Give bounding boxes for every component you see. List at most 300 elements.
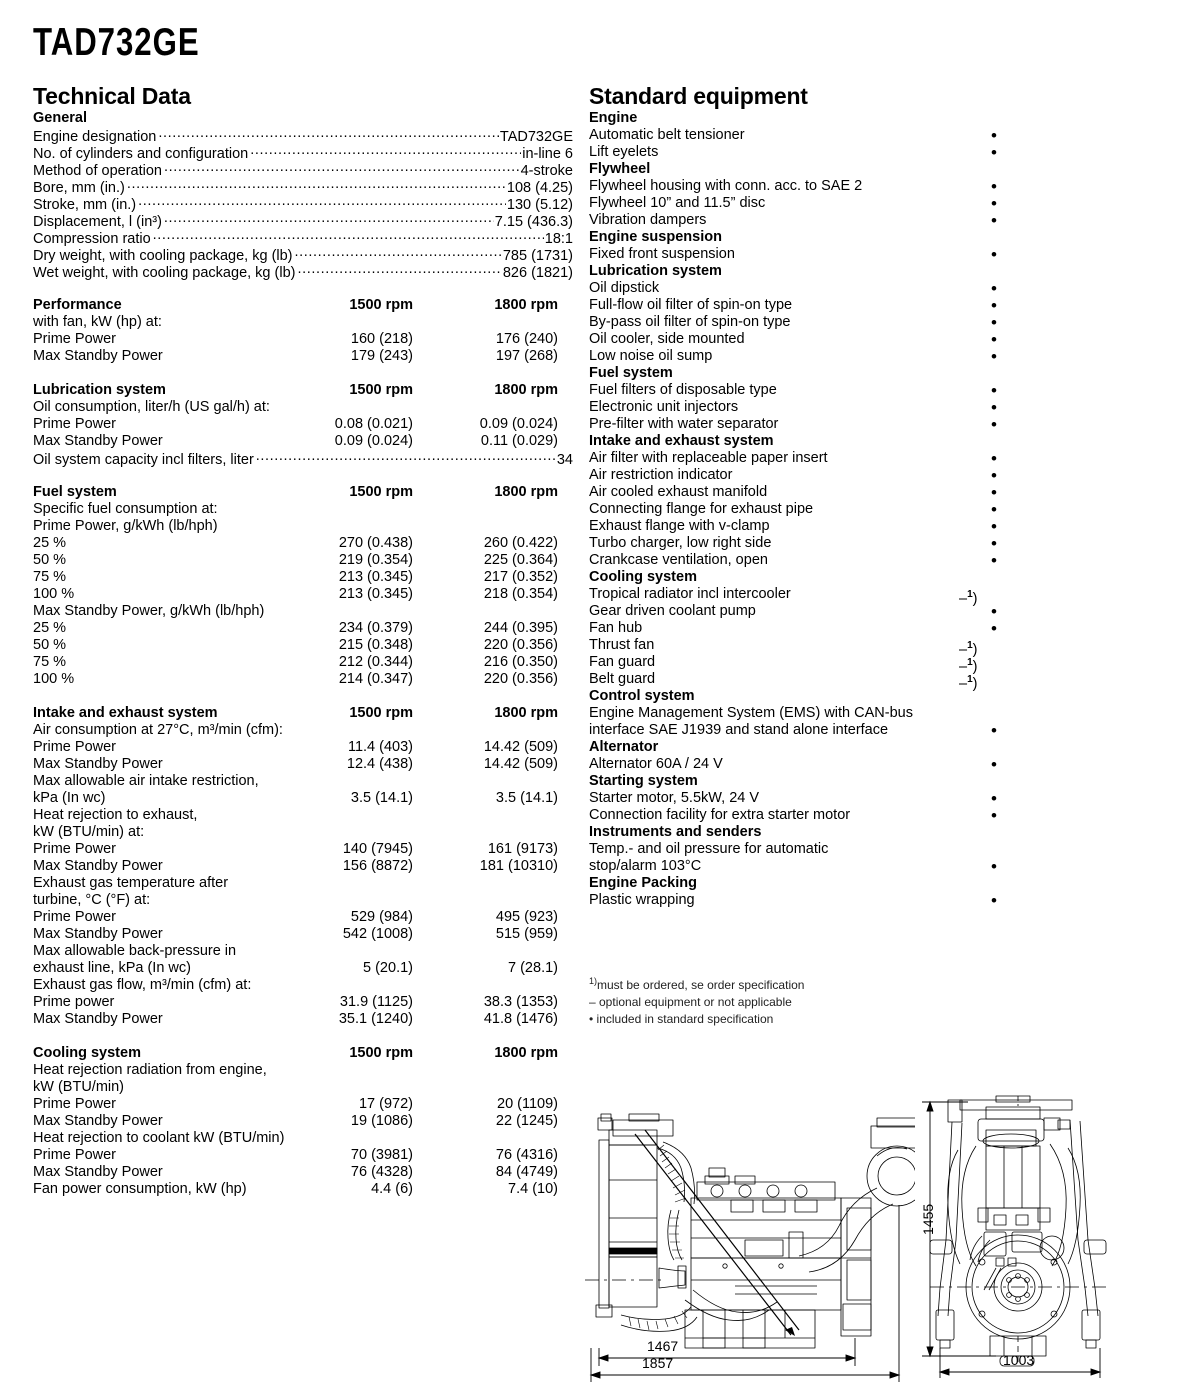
row-value-1800: 14.42 (509) <box>483 756 558 772</box>
section-lubrication <box>33 382 573 467</box>
row-value-1800: 0.11 (0.029) <box>480 433 558 449</box>
equipment-group-label: Lubrication system <box>589 263 722 279</box>
equipment-item <box>589 841 1019 858</box>
row-value-1800: 20 (1109) <box>497 1096 558 1112</box>
equipment-group-heading <box>589 688 1019 705</box>
equipment-group-heading <box>589 875 1019 892</box>
row-label: Max Standby Power <box>33 1164 163 1180</box>
included-bullet-icon: • <box>991 330 997 349</box>
table-row <box>33 535 573 552</box>
leader-dots <box>164 161 520 175</box>
equipment-group-label: Instruments and senders <box>589 824 762 840</box>
equipment-group-label: Engine suspension <box>589 229 722 245</box>
spec-value: 4-stroke <box>520 163 573 179</box>
row-label: turbine, °C (°F) at: <box>33 892 151 908</box>
equipment-item-label: Oil dipstick <box>589 280 660 296</box>
row-label: Prime power <box>33 994 115 1010</box>
row-value-1500: 160 (218) <box>350 331 413 347</box>
row-value-1500: 529 (984) <box>350 909 413 925</box>
standard-equipment-column <box>589 84 1019 909</box>
dimension-1857: 1857 <box>642 1355 674 1371</box>
spec-label: Stroke, mm (in.) <box>33 197 137 213</box>
included-bullet-icon: • <box>991 721 997 740</box>
section-title: Lubrication system <box>33 382 166 398</box>
table-row <box>33 1011 573 1028</box>
row-value-1500: 4.4 (6) <box>371 1181 413 1197</box>
equipment-group-heading <box>589 739 1019 756</box>
row-value-1800: 84 (4749) <box>495 1164 558 1180</box>
included-bullet-icon: • <box>991 211 997 230</box>
included-bullet-icon: • <box>991 857 997 876</box>
equipment-item <box>589 756 1019 773</box>
table-row <box>33 739 573 756</box>
equipment-item-label: Thrust fan <box>589 637 655 653</box>
equipment-item-label: stop/alarm 103°C <box>589 858 702 874</box>
spec-row <box>33 127 573 144</box>
must-be-ordered-marker: –$^1$) <box>959 657 978 675</box>
standard-equipment-heading: Standard equipment <box>589 83 808 109</box>
row-value-1800: 22 (1245) <box>495 1113 558 1129</box>
included-bullet-icon: • <box>991 398 997 417</box>
table-row <box>33 1164 573 1181</box>
equipment-item <box>589 382 1019 399</box>
row-value-1500: 76 (4328) <box>350 1164 413 1180</box>
included-bullet-icon: • <box>991 602 997 621</box>
row-value-1800: 197 (268) <box>495 348 558 364</box>
row-label: 100 % <box>33 671 75 687</box>
equipment-item <box>589 603 1019 620</box>
equipment-group-heading <box>589 433 1019 450</box>
table-row <box>33 875 573 892</box>
table-row <box>33 824 573 841</box>
included-bullet-icon: • <box>991 313 997 332</box>
spec-value: in-line 6 <box>522 146 573 162</box>
equipment-item-label: Crankcase ventilation, open <box>589 552 768 568</box>
row-value-1500: 11.4 (403) <box>347 739 413 755</box>
included-bullet-icon: • <box>991 449 997 468</box>
section-spacer <box>33 365 573 382</box>
included-bullet-icon: • <box>991 619 997 638</box>
row-value-1500: 0.09 (0.024) <box>334 433 413 449</box>
general-subheading: General <box>33 110 87 126</box>
row-label: Prime Power, g/kWh (lb/hph) <box>33 518 218 534</box>
row-label: with fan, kW (hp) at: <box>33 314 162 330</box>
must-be-ordered-marker: –$^1$) <box>959 640 978 658</box>
table-row <box>33 994 573 1011</box>
equipment-list <box>589 110 1019 909</box>
spec-label: Compression ratio <box>33 231 151 247</box>
equipment-item <box>589 246 1019 263</box>
spec-value: 130 (5.12) <box>506 197 573 213</box>
row-value-1800: 3.5 (14.1) <box>495 790 558 806</box>
row-value-1800: 495 (923) <box>495 909 558 925</box>
equipment-group-label: Control system <box>589 688 695 704</box>
section-spacer <box>33 280 573 297</box>
equipment-group-label: Flywheel <box>589 161 651 177</box>
equipment-item <box>589 467 1019 484</box>
section-title: Fuel system <box>33 484 117 500</box>
footnote-line: • included in standard specification <box>589 1012 774 1026</box>
equipment-item <box>589 518 1019 535</box>
equipment-item <box>589 144 1019 161</box>
row-label: Prime Power <box>33 909 116 925</box>
included-bullet-icon: • <box>991 279 997 298</box>
row-label: kW (BTU/min) <box>33 1079 125 1095</box>
row-value-1500: 35.1 (1240) <box>338 1011 413 1027</box>
equipment-item <box>589 501 1019 518</box>
row-value-1500: 140 (7945) <box>342 841 413 857</box>
table-row <box>33 790 573 807</box>
section-spacer <box>33 688 573 705</box>
equipment-item-label: Exhaust flange with v-clamp <box>589 518 770 534</box>
spec-value: 34 <box>556 452 573 468</box>
table-row <box>33 1096 573 1113</box>
equipment-item-label: Fan guard <box>589 654 656 670</box>
row-value-1800: 7.4 (10) <box>508 1181 558 1197</box>
equipment-item <box>589 705 1019 722</box>
equipment-group-heading <box>589 110 1019 127</box>
section-performance <box>33 297 573 365</box>
table-row <box>33 603 573 620</box>
spec-value: TAD732GE <box>499 129 573 145</box>
section-general <box>33 110 573 280</box>
table-row <box>33 1147 573 1164</box>
table-row <box>33 1113 573 1130</box>
included-bullet-icon: • <box>991 177 997 196</box>
table-header-row <box>33 705 573 722</box>
row-label: Prime Power <box>33 1096 116 1112</box>
row-label: Max Standby Power <box>33 1113 163 1129</box>
table-row <box>33 977 573 994</box>
spec-label: Displacement, l (in³) <box>33 214 162 230</box>
equipment-item <box>589 552 1019 569</box>
equipment-item <box>589 654 1019 675</box>
equipment-item-label: Full-flow oil filter of spin-on type <box>589 297 793 313</box>
column-header-1800: 1800 rpm <box>494 1045 558 1061</box>
equipment-item-label: Oil cooler, side mounted <box>589 331 745 347</box>
row-value-1500: 270 (0.438) <box>338 535 413 551</box>
included-bullet-icon: • <box>991 381 997 400</box>
equipment-item <box>589 807 1019 824</box>
section-title: Performance <box>33 297 122 313</box>
equipment-group-label: Intake and exhaust system <box>589 433 774 449</box>
table-row <box>33 1130 573 1147</box>
equipment-group-heading <box>589 229 1019 246</box>
spec-label: Wet weight, with cooling package, kg (lb) <box>33 265 296 281</box>
table-row <box>33 909 573 926</box>
equipment-item <box>589 535 1019 552</box>
equipment-item-label: Automatic belt tensioner <box>589 127 745 143</box>
included-bullet-icon: • <box>991 296 997 315</box>
section-cooling <box>33 1045 573 1198</box>
section-spacer <box>33 467 573 484</box>
page-title: TAD732GE <box>33 21 200 64</box>
table-row <box>33 756 573 773</box>
leader-dots <box>295 246 502 260</box>
leader-dots <box>297 263 501 277</box>
spec-row <box>33 178 573 195</box>
equipment-item <box>589 399 1019 416</box>
column-header-1800: 1800 rpm <box>494 705 558 721</box>
row-value-1800: 217 (0.352) <box>483 569 558 585</box>
leader-dots <box>153 229 544 243</box>
table-row <box>33 654 573 671</box>
row-label: Exhaust gas flow, m³/min (cfm) at: <box>33 977 252 993</box>
row-value-1800: 7 (28.1) <box>508 960 558 976</box>
row-value-1800: 220 (0.356) <box>483 637 558 653</box>
row-label: 50 % <box>33 552 67 568</box>
equipment-item <box>589 178 1019 195</box>
row-label: 75 % <box>33 569 67 585</box>
row-label: Max Standby Power <box>33 756 163 772</box>
equipment-item <box>589 790 1019 807</box>
section-title: Cooling system <box>33 1045 141 1061</box>
row-label: 100 % <box>33 586 75 602</box>
equipment-group-label: Engine Packing <box>589 875 697 891</box>
leader-dots <box>158 127 499 141</box>
row-value-1500: 31.9 (1125) <box>339 994 413 1010</box>
row-value-1500: 234 (0.379) <box>338 620 413 636</box>
column-header-1800: 1800 rpm <box>494 382 558 398</box>
spec-row <box>33 450 573 467</box>
table-row <box>33 858 573 875</box>
column-header-1500: 1500 rpm <box>349 382 413 398</box>
included-bullet-icon: • <box>991 517 997 536</box>
equipment-group-label: Fuel system <box>589 365 673 381</box>
equipment-group-label: Cooling system <box>589 569 697 585</box>
table-row <box>33 620 573 637</box>
column-header-1500: 1500 rpm <box>349 1045 413 1061</box>
row-value-1800: 260 (0.422) <box>483 535 558 551</box>
included-bullet-icon: • <box>991 483 997 502</box>
row-value-1800: 0.09 (0.024) <box>479 416 558 432</box>
row-label: Heat rejection to exhaust, <box>33 807 198 823</box>
equipment-item-label: Air filter with replaceable paper insert <box>589 450 828 466</box>
equipment-item-label: Flywheel housing with conn. acc. to SAE 2 <box>589 178 863 194</box>
footnote-line <box>589 973 989 994</box>
technical-data-column <box>33 84 573 1198</box>
table-row <box>33 1079 573 1096</box>
section-intake-exhaust <box>33 705 573 1028</box>
table-row <box>33 1062 573 1079</box>
equipment-item-label: Flywheel 10” and 11.5” disc <box>589 195 766 211</box>
leader-dots <box>164 212 494 226</box>
spec-value: 785 (1731) <box>502 248 573 264</box>
table-row <box>33 1181 573 1198</box>
row-label: 75 % <box>33 654 67 670</box>
equipment-item <box>589 348 1019 365</box>
row-value-1800: 41.8 (1476) <box>483 1011 558 1027</box>
row-value-1500: 5 (20.1) <box>363 960 413 976</box>
included-bullet-icon: • <box>991 415 997 434</box>
row-value-1500: 214 (0.347) <box>338 671 413 687</box>
row-label: Max Standby Power <box>33 858 163 874</box>
row-value-1800: 14.42 (509) <box>483 739 558 755</box>
table-row <box>33 331 573 348</box>
row-value-1800: 38.3 (1353) <box>483 994 558 1010</box>
row-value-1500: 542 (1008) <box>342 926 413 942</box>
table-row <box>33 807 573 824</box>
spec-label: Bore, mm (in.) <box>33 180 125 196</box>
included-bullet-icon: • <box>991 551 997 570</box>
row-value-1800: 216 (0.350) <box>483 654 558 670</box>
equipment-item-label: Air cooled exhaust manifold <box>589 484 768 500</box>
equipment-group-heading <box>589 365 1019 382</box>
equipment-item-label: Lift eyelets <box>589 144 659 160</box>
row-value-1500: 156 (8872) <box>342 858 413 874</box>
equipment-item-label: Alternator 60A / 24 V <box>589 756 723 772</box>
spec-label: No. of cylinders and configuration <box>33 146 249 162</box>
row-value-1800: 181 (10310) <box>479 858 558 874</box>
row-label: Max Standby Power, g/kWh (lb/hph) <box>33 603 265 619</box>
table-row <box>33 433 573 450</box>
equipment-item <box>589 892 1019 909</box>
equipment-item-label: Air restriction indicator <box>589 467 733 483</box>
row-label: Max Standby Power <box>33 348 163 364</box>
equipment-item <box>589 450 1019 467</box>
equipment-item <box>589 297 1019 314</box>
equipment-item-label: Pre-filter with water separator <box>589 416 779 432</box>
table-row <box>33 841 573 858</box>
row-value-1800: 218 (0.354) <box>483 586 558 602</box>
equipment-item-label: Plastic wrapping <box>589 892 695 908</box>
equipment-item-label: Belt guard <box>589 671 656 687</box>
equipment-item-label: Temp.- and oil pressure for automatic <box>589 841 829 857</box>
table-row <box>33 586 573 603</box>
dimension-lines <box>591 1205 899 1382</box>
engine-side-view-drawing <box>585 1090 915 1390</box>
spec-row <box>33 161 573 178</box>
table-row <box>33 960 573 977</box>
equipment-item <box>589 858 1019 875</box>
equipment-group-heading <box>589 569 1019 586</box>
equipment-item <box>589 620 1019 637</box>
row-value-1800: 220 (0.356) <box>483 671 558 687</box>
row-value-1500: 19 (1086) <box>350 1113 413 1129</box>
included-bullet-icon: • <box>991 126 997 145</box>
leader-dots <box>256 450 556 464</box>
included-bullet-icon: • <box>991 755 997 774</box>
table-row <box>33 569 573 586</box>
section-spacer <box>33 1028 573 1045</box>
row-value-1800: 76 (4316) <box>495 1147 558 1163</box>
row-value-1800: 515 (959) <box>495 926 558 942</box>
spec-value: 18:1 <box>544 231 573 247</box>
row-label: exhaust line, kPa (In wc) <box>33 960 191 976</box>
row-label: Max Standby Power <box>33 1011 163 1027</box>
equipment-item-label: Turbo charger, low right side <box>589 535 772 551</box>
row-label: Prime Power <box>33 841 116 857</box>
leader-dots <box>127 178 506 192</box>
row-value-1800: 244 (0.395) <box>483 620 558 636</box>
table-row <box>33 399 573 416</box>
table-row <box>33 637 573 654</box>
row-label: Heat rejection radiation from engine, <box>33 1062 267 1078</box>
table-row <box>33 416 573 433</box>
equipment-group-heading <box>589 263 1019 280</box>
equipment-item-label: Fixed front suspension <box>589 246 735 262</box>
spec-row <box>33 195 573 212</box>
row-label: Prime Power <box>33 416 116 432</box>
equipment-item <box>589 637 1019 658</box>
row-label: kPa (In wc) <box>33 790 106 806</box>
row-value-1800: 161 (9173) <box>487 841 558 857</box>
row-label: Prime Power <box>33 1147 116 1163</box>
included-bullet-icon: • <box>991 347 997 366</box>
equipment-item <box>589 484 1019 501</box>
spec-value: 108 (4.25) <box>506 180 573 196</box>
spec-value: 826 (1821) <box>502 265 573 281</box>
row-label: Max allowable air intake restriction, <box>33 773 259 789</box>
leader-dots <box>138 195 506 209</box>
equipment-item <box>589 416 1019 433</box>
equipment-item-label: Electronic unit injectors <box>589 399 739 415</box>
row-label: Prime Power <box>33 331 116 347</box>
row-label: Prime Power <box>33 739 116 755</box>
row-value-1500: 17 (972) <box>358 1096 413 1112</box>
included-bullet-icon: • <box>991 806 997 825</box>
row-label: Air consumption at 27°C, m³/min (cfm): <box>33 722 283 738</box>
row-value-1500: 219 (0.354) <box>338 552 413 568</box>
equipment-item <box>589 195 1019 212</box>
equipment-item <box>589 586 1019 607</box>
engine-front-view-drawing <box>900 1090 1160 1390</box>
equipment-group-heading <box>589 773 1019 790</box>
row-value-1500: 212 (0.344) <box>338 654 413 670</box>
equipment-item-label: Gear driven coolant pump <box>589 603 756 619</box>
row-label: Exhaust gas temperature after <box>33 875 229 891</box>
equipment-item-label: Fuel filters of disposable type <box>589 382 777 398</box>
section-title: Intake and exhaust system <box>33 705 218 721</box>
row-value-1800: 176 (240) <box>495 331 558 347</box>
spec-label: Oil system capacity incl filters, liter <box>33 452 254 468</box>
equipment-item-label: By-pass oil filter of spin-on type <box>589 314 791 330</box>
row-label: Specific fuel consumption at: <box>33 501 218 517</box>
included-bullet-icon: • <box>991 143 997 162</box>
included-bullet-icon: • <box>991 466 997 485</box>
equipment-item <box>589 127 1019 144</box>
row-value-1500: 0.08 (0.021) <box>334 416 413 432</box>
row-value-1500: 70 (3981) <box>350 1147 413 1163</box>
equipment-item-label: Vibration dampers <box>589 212 707 228</box>
spec-row <box>33 144 573 161</box>
must-be-ordered-marker: –$^1$) <box>959 589 978 607</box>
table-row <box>33 671 573 688</box>
row-value-1500: 179 (243) <box>350 348 413 364</box>
must-be-ordered-marker: –$^1$) <box>959 674 978 692</box>
equipment-item <box>589 331 1019 348</box>
row-label: Max allowable back-pressure in <box>33 943 237 959</box>
column-header-1500: 1500 rpm <box>349 297 413 313</box>
table-row <box>33 722 573 739</box>
equipment-group-label: Starting system <box>589 773 698 789</box>
equipment-item-label: Fan hub <box>589 620 643 636</box>
table-row <box>33 926 573 943</box>
equipment-item-label: Connection facility for extra starter motor <box>589 807 851 823</box>
column-header-1800: 1800 rpm <box>494 297 558 313</box>
footnote-marker: 1) <box>589 976 598 986</box>
row-label: Oil consumption, liter/h (US gal/h) at: <box>33 399 270 415</box>
equipment-item-label: Starter motor, 5.5kW, 24 V <box>589 790 760 806</box>
spec-value: 7.15 (436.3) <box>494 214 573 230</box>
equipment-item-label: Engine Management System (EMS) with CAN-bus <box>589 705 913 721</box>
row-value-1500: 213 (0.345) <box>338 586 413 602</box>
equipment-item-label: Low noise oil sump <box>589 348 713 364</box>
spec-row <box>33 246 573 263</box>
equipment-group-heading <box>589 824 1019 841</box>
row-value-1800: 225 (0.364) <box>483 552 558 568</box>
table-header-row <box>33 297 573 314</box>
